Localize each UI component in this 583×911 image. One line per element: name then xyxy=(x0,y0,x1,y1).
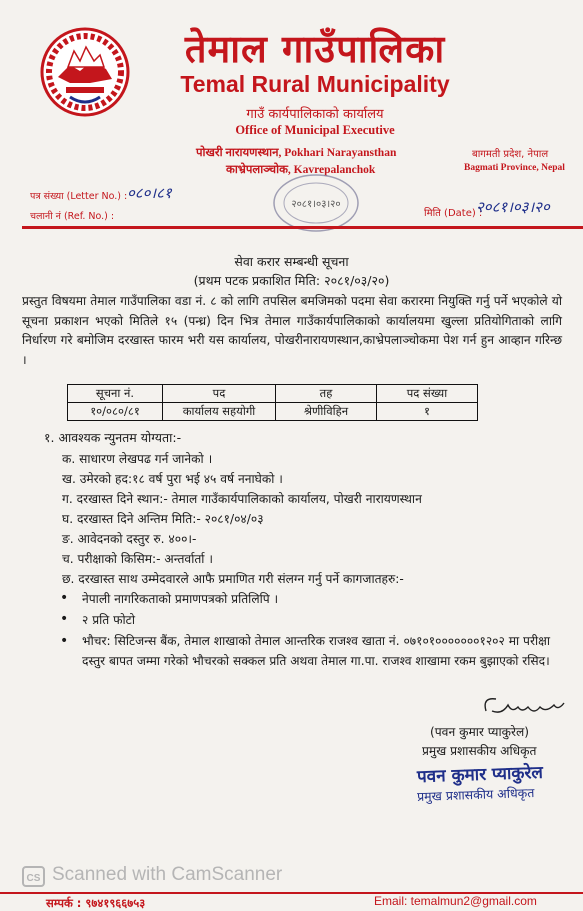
notice-subtitle: (प्रथम पटक प्रकाशित मिति: २०८१/०३/२०) xyxy=(193,273,390,288)
document-item: • भौचर: सिटिजन्स बैंक, तेमाल शाखाको तेमाल आन्तरिक राजश्व खाता नं. ०७१०१०००००००१२०२ मा परीक्षा दस्तुर बापत जम्मा गरेको भौचरको सक्कल प्रति अथवा तेमाल गा.पा. राजश्व शाखामा रकम बुझाएको रसिद। xyxy=(82,631,554,671)
address-line-2: काभ्रेपलाञ्चोक, Kavrepalanchok xyxy=(226,164,376,176)
contact-email: Email: temalmun2@gmail.com xyxy=(374,894,537,908)
signatory-name: (पवन कुमार प्याकुरेल) xyxy=(430,725,530,739)
table-row xyxy=(68,403,478,421)
requirement-item: क. साधारण लेखपढ गर्न जानेको । xyxy=(62,452,213,466)
cell-post: कार्यालय सहयोगी xyxy=(163,403,276,421)
col-count: पद संख्या xyxy=(377,385,478,403)
table-header-row xyxy=(68,385,478,403)
province-np: बागमती प्रदेश, नेपाल xyxy=(472,149,549,160)
province-en: Bagmati Province, Nepal xyxy=(464,163,565,173)
requirement-item: ङ. आवेदनको दस्तुर रु. ४००।- xyxy=(62,532,197,546)
notice-paragraph: प्रस्तुत विषयमा तेमाल गाउँपालिका वडा नं. ८ को लागि तपसिल बमजिमको पदमा सेवा करारमा नियुक्ति गर्नु पर्ने भएकोले यो सूचना प्रकाशन भएको मितिले १५ (पन्ध्र) दिन भित्र तेमाल गाउँकार्यपालिकाको कार्यालयमा खुल्ला प्रतियोगिताको लागि निर्धारण गरे बमोजिम दरखास्त फारम भरी यस कार्यालय, पोखरीनारायणस्थान,काभ्रेपलाञ्चोकमा पेश गर्न हुन आव्हान गरिन्छ । xyxy=(22,294,562,367)
cell-count: १ xyxy=(377,403,478,421)
signature-stamp-name: पवन कुमार प्याकुरेल xyxy=(416,762,544,788)
office-title-en: Office of Municipal Executive xyxy=(235,123,395,137)
vacancy-table xyxy=(67,384,478,421)
col-level: तह xyxy=(276,385,377,403)
requirement-item: छ. दरखास्त साथ उम्मेदवारले आफै प्रमाणित गरी संलग्न गर्नु पर्ने कागजातहरु:- xyxy=(62,572,404,586)
col-notice-no: सूचना नं. xyxy=(68,385,163,403)
signature-stamp-role: प्रमुख प्रशासकीय अधिकृत xyxy=(416,784,535,805)
municipality-title-np: तेमाल गाउँपालिका xyxy=(184,26,446,71)
cell-level: श्रेणीविहिन xyxy=(276,403,377,421)
letter-no-label: पत्र संख्या (Letter No.) : xyxy=(30,191,128,202)
requirement-item: ख. उमेरको हद:१८ वर्ष पुरा भई ४५ वर्ष ननाघेको । xyxy=(62,472,283,486)
municipality-emblem xyxy=(40,27,130,117)
camscanner-logo-icon xyxy=(22,866,45,887)
document-item: • नेपाली नागरिकताको प्रमाणपत्रको प्रतिलिपि । xyxy=(82,590,552,607)
document-item: • २ प्रति फोटो xyxy=(82,611,552,628)
requirement-item: च. परीक्षाको किसिम:- अन्तर्वार्ता । xyxy=(62,552,213,566)
notice-title: सेवा करार सम्बन्धी सूचना xyxy=(234,254,349,269)
signatory-role: प्रमुख प्रशासकीय अधिकृत xyxy=(422,744,537,758)
requirement-item: ग. दरखास्त दिने स्थान:- तेमाल गाउँकार्यपालिकाको कार्यालय, पोखरी नारायणस्थान xyxy=(62,492,422,506)
requirement-item: घ. दरखास्त दिने अन्तिम मिति:- २०८१/०४/०३ xyxy=(62,512,264,526)
requirements-heading: १. आवश्यक न्युनतम योग्यता:- xyxy=(44,430,182,445)
svg-text:CS: CS xyxy=(26,873,41,884)
contact-number: सम्पर्क : ९७४१९६६७५३ xyxy=(46,896,146,910)
date-label: मिति (Date) : xyxy=(424,208,483,219)
signature-scribble xyxy=(478,689,568,721)
office-title-np: गाउँ कार्यपालिकाको कार्यालय xyxy=(246,107,384,122)
ref-no-label: चलानी नं (Ref. No.) : xyxy=(30,211,115,222)
date-value: २०८१।०३।२० xyxy=(476,198,550,216)
cell-notice-no: १०/०८०/८१ xyxy=(68,403,163,421)
address-line-1: पोखरी नारायणस्थान, Pokhari Narayansthan xyxy=(196,147,397,159)
municipality-title-en: Temal Rural Municipality xyxy=(180,71,450,97)
letter-no-value: ०८०।८१ xyxy=(127,184,172,202)
stamp-date: २०८१।०३।२० xyxy=(291,199,341,210)
header-divider xyxy=(22,226,583,229)
scanner-watermark: Scanned with CamScanner xyxy=(52,864,283,885)
col-post: पद xyxy=(163,385,276,403)
